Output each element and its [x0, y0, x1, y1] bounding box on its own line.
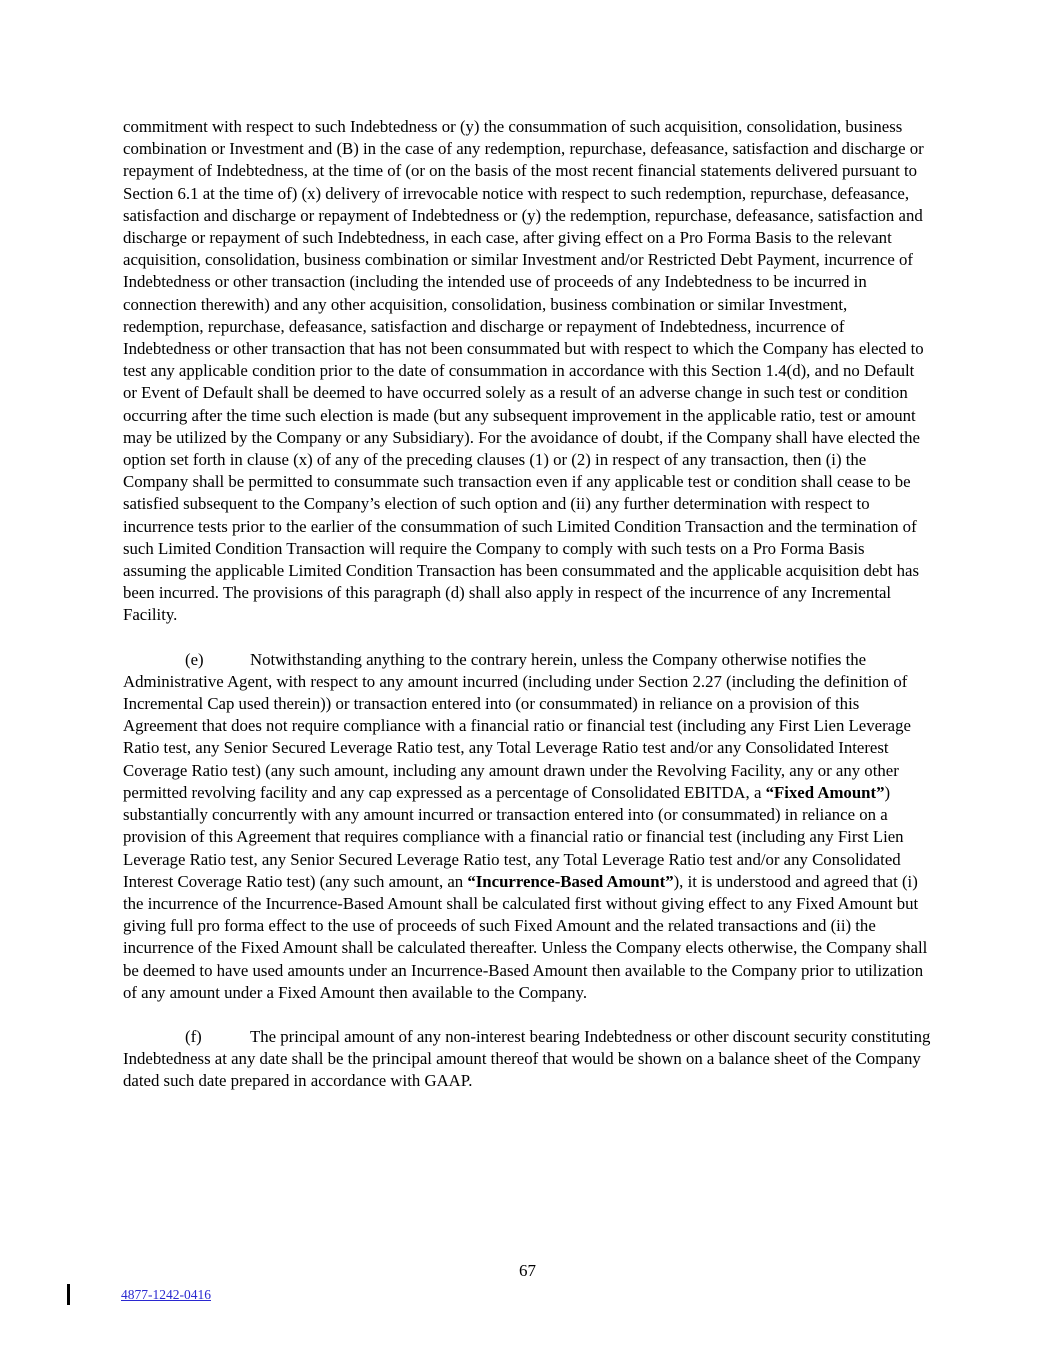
bold-text-run: “Incurrence-Based Amount”	[467, 871, 674, 891]
paragraph-d-continuation	[123, 116, 931, 627]
text-run: ), it is understood and agreed that (i) the incurrence of the Incurrence-Based Amount shall be calculated first without giving effect to any Fixed Amount but giving full pro forma effect to the use of proceeds of such Fixed Amount and the related transactions and (ii) the incurrence of the Fixed Amount shall be calculated thereafter. Unless the Company elects otherwise, the Company shall be deemed to have used amounts under an Incurrence-Based Amount then available to the Company prior to utilization of any amount under a Fixed Amount then available to the Company.	[123, 871, 928, 1002]
document-body	[123, 116, 931, 1115]
paragraph-f	[123, 1026, 931, 1093]
bold-text-run: “Fixed Amount”	[765, 782, 885, 802]
text-run: ) substantially concurrently with any amount incurred or transaction entered into (or consummated) in reliance on a provision of this Agreement that requires compliance with a financial ratio or financial test (including any First Lien Leverage Ratio test, any Senior Secured Leverage Ratio test, any Total Leverage Ratio test and/or any Consolidated Interest Coverage Ratio test) (any such amount, an	[123, 782, 904, 891]
paragraph-label: (f)	[185, 1026, 202, 1046]
text-run: The principal amount of any non-interest bearing Indebtedness or other discount security constituting Indebtedness at any date shall be the principal amount thereof that would be shown on a balance sheet of the Company dated such date prepared in accordance with GAAP.	[123, 1026, 931, 1091]
doc-id-link[interactable]: 4877-1242-0416	[121, 1287, 211, 1302]
text-run: commitment with respect to such Indebtedness or (y) the consummation of such acquisition, consolidation, business combination or Investment and (B) in the case of any redemption, repurchase, defeasance, satisfaction and discharge or repayment of Indebtedness, at the time of (or on the basis of the most recent financial statements delivered pursuant to Section 6.1 at the time of) (x) delivery of irrevocable notice with respect to such redemption, repurchase, defeasance, satisfaction and discharge or repayment of Indebtedness or (y) the redemption, repurchase, defeasance, satisfaction and discharge or repayment of such Indebtedness, in each case, after giving effect on a Pro Forma Basis to the relevant acquisition, consolidation, business combination or similar Investment and/or Restricted Debt Payment, incurrence of Indebtedness or other transaction (including the intended use of proceeds of any Indebtedness to be incurred in connection therewith) and any other acquisition, consolidation, business combination or similar Investment, redemption, repurchase, defeasance, satisfaction and discharge or repayment of Indebtedness, incurrence of Indebtedness or other transaction that has not been consummated but with respect to which the Company has elected to test any applicable condition prior to the date of consummation in accordance with this Section 1.4(d), and no Default or Event of Default shall be deemed to have occurred solely as a result of an adverse change in such test or condition occurring after the time such election is made (but any subsequent improvement in the applicable ratio, test or amount may be utilized by the Company or any Subsidiary). For the avoidance of doubt, if the Company shall have elected the option set forth in clause (x) of any of the preceding clauses (1) or (2) in respect of any transaction, then (i) the Company shall be permitted to consummate such transaction even if any applicable test or condition shall cease to be satisfied subsequent to the Company’s election of such option and (ii) any further determination with respect to incurrence tests prior to the earlier of the consummation of such Limited Condition Transaction and the termination of such Limited Condition Transaction will require the Company to comply with such tests on a Pro Forma Basis assuming the applicable Limited Condition Transaction has been consummated and the applicable acquisition debt has been incurred. The provisions of this paragraph (d) shall also apply in respect of the incurrence of any Incremental Facility.	[123, 117, 924, 625]
page-number: 67	[519, 1261, 536, 1280]
paragraph-e	[123, 649, 931, 1004]
paragraph-label: (e)	[185, 649, 204, 669]
change-bar	[67, 1284, 70, 1305]
text-run: Notwithstanding anything to the contrary herein, unless the Company otherwise notifies the Administrative Agent, with respect to any amount incurred (including under Section 2.27 (including the definition of Incremental Cap used therein)) or transaction entered into (or consummated) in reliance on a provision of this Agreement that does not require compliance with a financial ratio or financial test (including any First Lien Leverage Ratio test, any Senior Secured Leverage Ratio test, any Total Leverage Ratio test and/or any Consolidated Interest Coverage Ratio test) (any such amount, including any amount drawn under the Revolving Facility, any or any other permitted revolving facility and any cap expressed as a percentage of Consolidated EBITDA, a	[123, 649, 911, 802]
